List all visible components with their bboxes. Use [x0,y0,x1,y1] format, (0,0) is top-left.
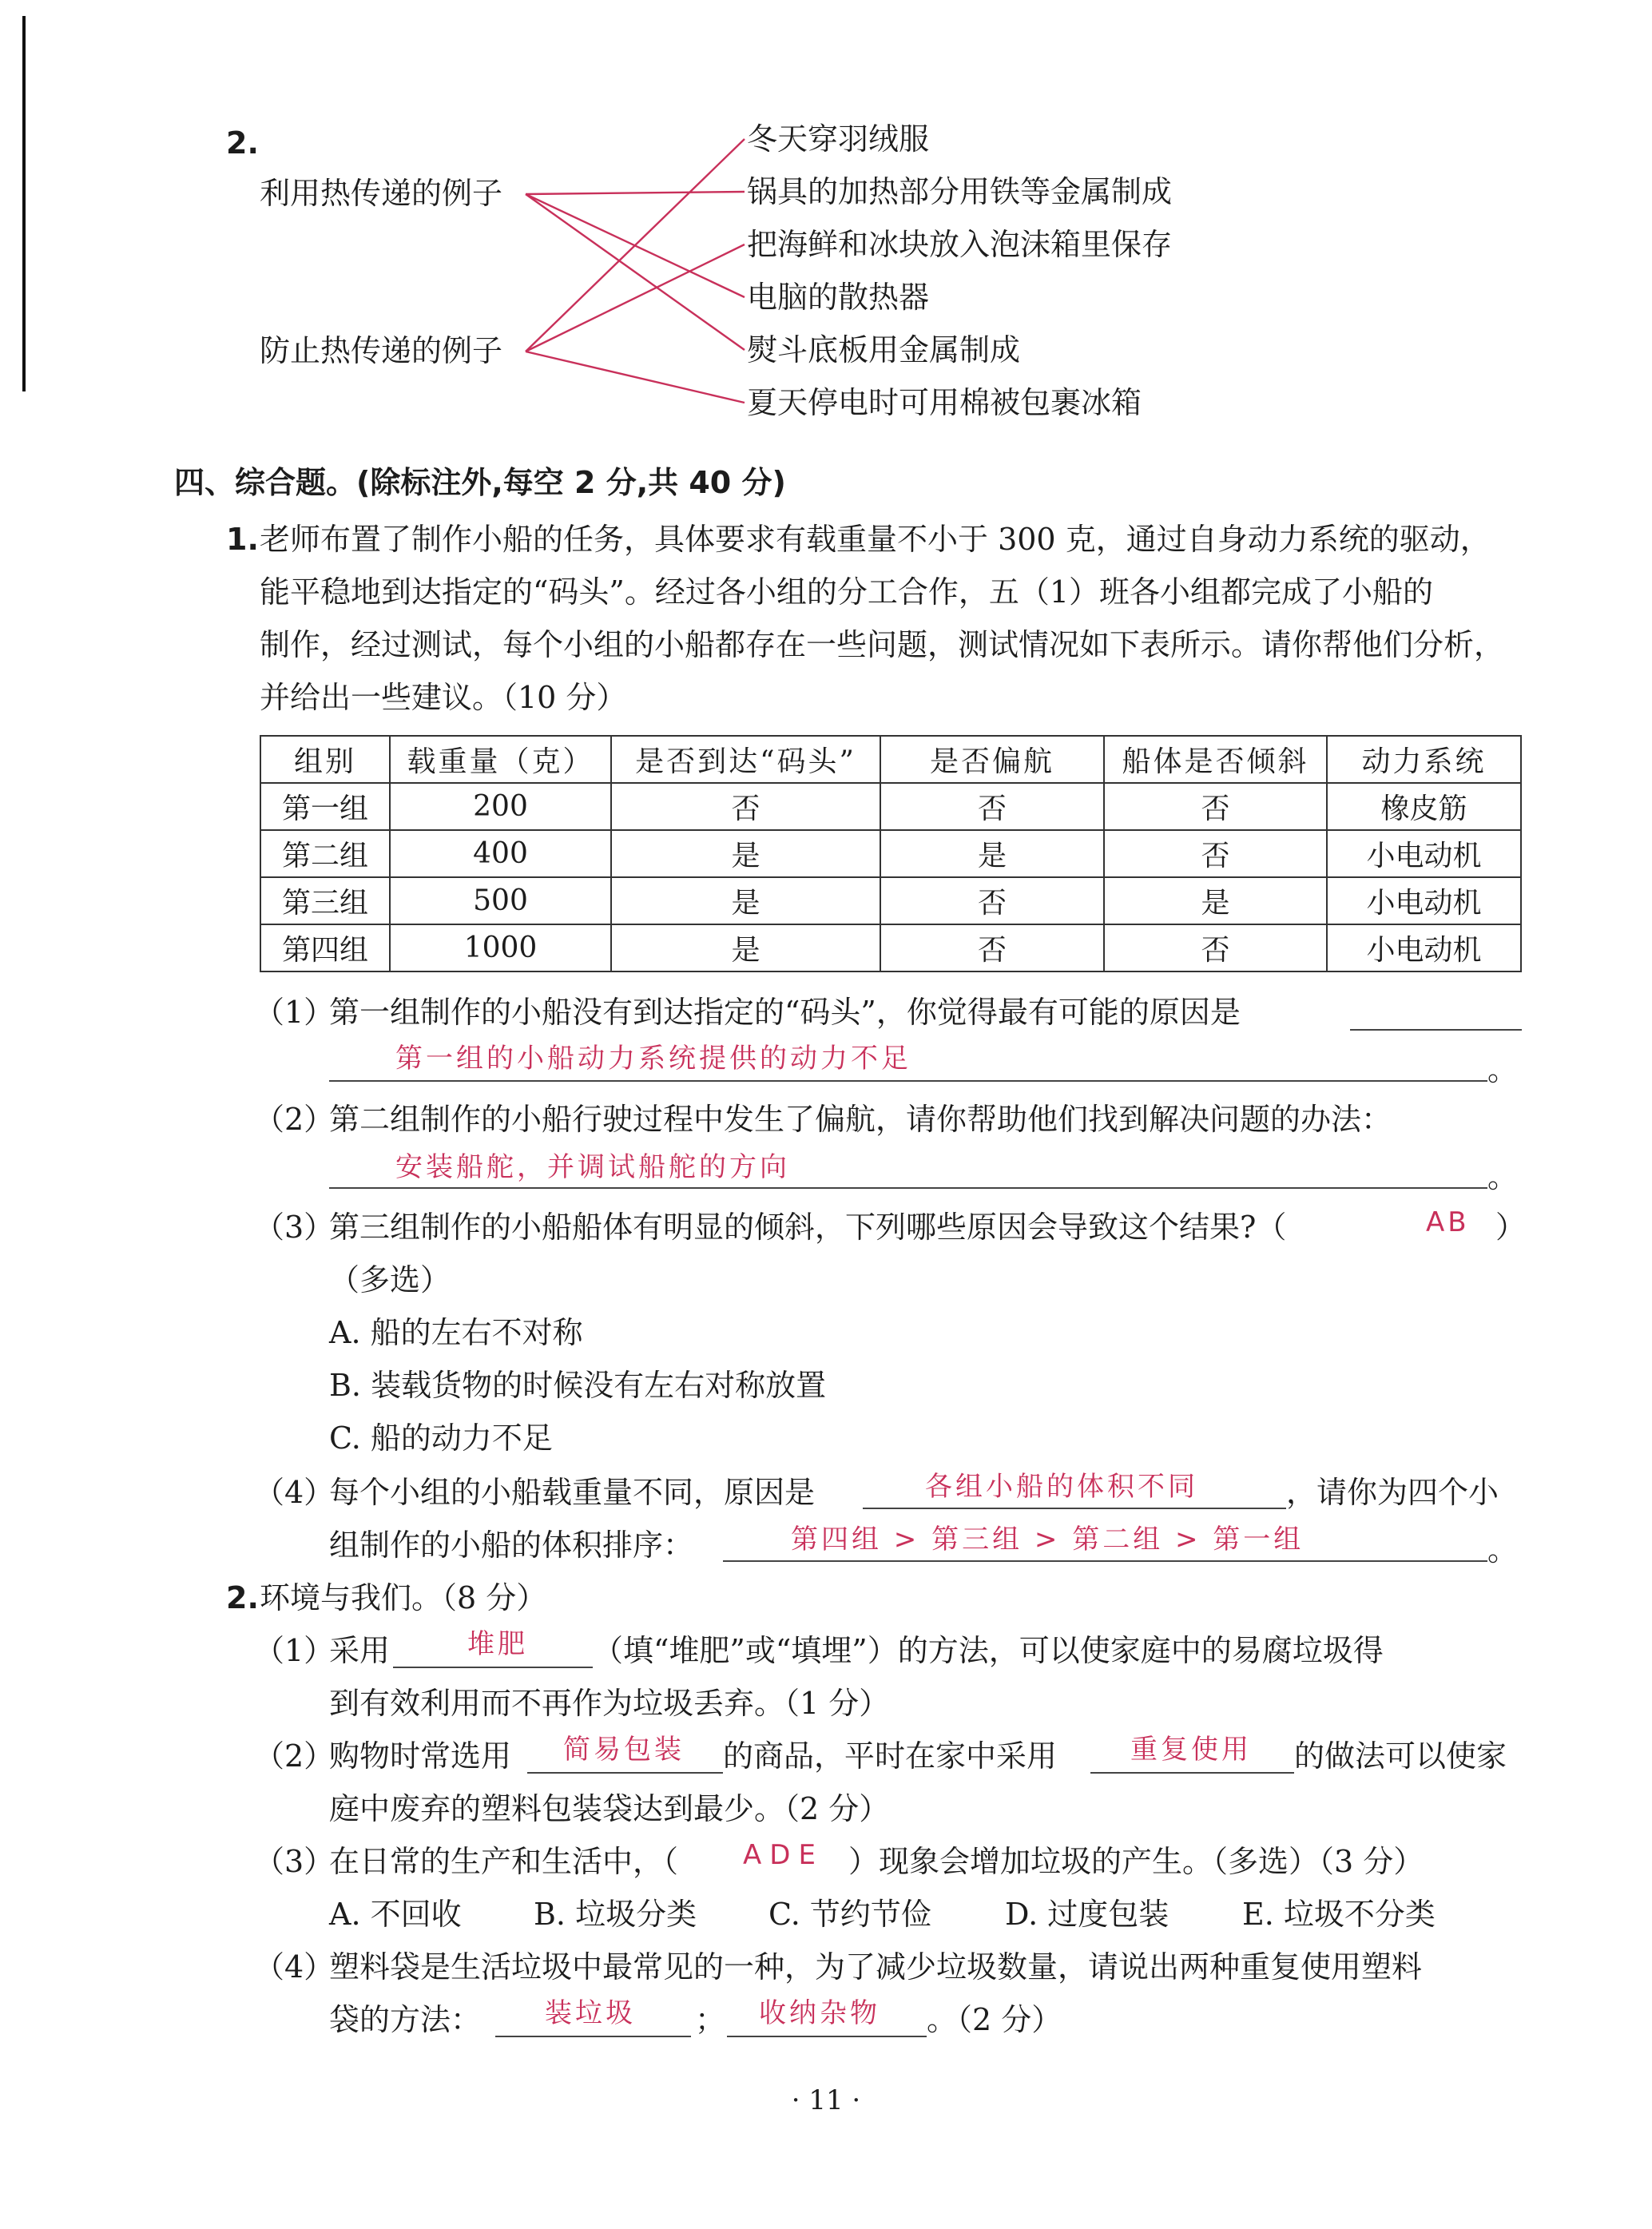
matching-left-use: 利用热传递的例子 [260,176,503,211]
q1-s2-answer: 安装船舵，并调试船舵的方向 [395,1151,790,1183]
page-number: · 11 · [791,2084,861,2116]
q2-s2-answer2: 重复使用 [1130,1734,1252,1766]
match-line [526,192,745,194]
table-cell: 是 [880,830,1104,877]
matching-right-item: 夏天停电时可用棉被包裹冰箱 [747,385,1142,420]
table-cell: 否 [1104,924,1327,971]
q2-s4-t2: 袋的方法： [329,2002,482,2037]
q1-s4-text2: ，请你为四个小 [1286,1475,1499,1510]
table-header: 载重量（克） [390,736,611,783]
table-cell: 否 [1104,830,1327,877]
q2-s4-sep: ； [695,2002,726,2037]
table-cell: 是 [611,924,880,971]
q2-s2-t1: 购物时常选用 [329,1738,512,1774]
match-line [526,244,745,352]
q1-s1-text: 第一组制作的小船没有到达指定的“码头”，你觉得最有可能的原因是 [329,995,1241,1030]
table-cell: 橡皮筋 [1327,783,1521,830]
q1-s1-number: （1） [254,995,335,1030]
q2-s4-number: （4） [254,1949,335,1985]
match-line [526,139,745,352]
match-line [526,352,745,403]
q1-s3-number: （3） [254,1210,335,1245]
q1-text-line: 能平稳地到达指定的“码头”。经过各小组的分工合作，五（1）班各小组都完成了小船的 [260,574,1434,610]
table-cell: 是 [611,830,880,877]
q1-text-line: 制作，经过测试，每个小组的小船都存在一些问题，测试情况如下表所示。请你帮他们分析， [260,627,1505,662]
q2-s4-blank2 [727,2036,927,2037]
q2-s3-option: D. 过度包装 [1005,1897,1170,1932]
q2-s3-option: A. 不回收 [329,1897,462,1932]
matching-number: 2. [226,125,259,161]
q2-s2-t2: 的商品，平时在家中采用 [723,1738,1058,1774]
q1-s1-blank-start [1350,1029,1522,1031]
q2-s3-option: B. 垃圾分类 [534,1897,697,1932]
table-cell: 否 [880,877,1104,924]
q2-s2-t4: 庭中废弃的塑料包装袋达到最少。（2 分） [329,1791,890,1826]
table-header: 是否到达“码头” [611,736,880,783]
table-row [260,783,1521,830]
table-header: 是否偏航 [880,736,1104,783]
q1-s4-text3: 组制作的小船的体积排序： [329,1528,694,1563]
q1-text-line: 并给出一些建议。（10 分） [260,680,627,715]
table-cell: 500 [390,877,611,924]
table-cell: 第一组 [260,783,390,830]
table-cell: 否 [611,783,880,830]
table-cell: 否 [880,924,1104,971]
q1-s3-option: A. 船的左右不对称 [329,1315,583,1350]
q2-s2-blank2 [1090,1772,1294,1774]
q1-s4-blank1 [863,1508,1286,1509]
matching-right-item: 把海鲜和冰块放入泡沫箱里保存 [747,227,1173,262]
q1-s3-option: C. 船的动力不足 [329,1420,553,1456]
q2-s1-t3: 到有效利用而不再作为垃圾丢弃。（1 分） [329,1686,890,1721]
q2-s3-t2: ）现象会增加垃圾的产生。（多选）（3 分） [848,1844,1424,1879]
q2-s2-answer1: 简易包装 [563,1734,685,1766]
matching-right-item: 锅具的加热部分用铁等金属制成 [747,174,1173,209]
table-cell: 200 [390,783,611,830]
q2-s1-answer: 堆肥 [467,1628,528,1660]
table-cell: 400 [390,830,611,877]
table-cell: 小电动机 [1327,877,1521,924]
q2-s3-option: E. 垃圾不分类 [1242,1897,1436,1932]
q1-s1-answer: 第一组的小船动力系统提供的动力不足 [395,1043,911,1075]
q1-number: 1. [226,522,259,557]
q2-s1-number: （1） [254,1633,335,1668]
q1-text-line: 老师布置了制作小船的任务，具体要求有载重量不小于 300 克，通过自身动力系统的驱动， [260,522,1491,557]
q2-s2-number: （2） [254,1738,335,1774]
q1-s1-blank [329,1080,1487,1082]
table-cell: 是 [611,877,880,924]
match-line [526,194,745,350]
q1-s1-end: 。 [1487,1052,1519,1087]
q1-s4-text1: 每个小组的小船载重量不同，原因是 [329,1475,816,1510]
q1-s4-answer2: 第四组 > 第三组 > 第二组 > 第一组 [791,1524,1305,1556]
table-row [260,924,1521,971]
section-title: 四、综合题。(除标注外,每空 2 分,共 40 分) [174,465,786,500]
table-row [260,877,1521,924]
q1-s2-end: 。 [1487,1159,1519,1194]
matching-right-item: 电脑的散热器 [747,280,930,315]
q1-s3-answer: AB [1426,1206,1470,1238]
table-cell: 小电动机 [1327,830,1521,877]
q2-title: 环境与我们。（8 分） [260,1580,547,1615]
table-cell: 第二组 [260,830,390,877]
q2-s4-answer2: 收纳杂物 [759,1997,880,2029]
q1-s4-number: （4） [254,1475,335,1510]
q2-s2-blank1 [527,1772,723,1774]
q1-s3-close: ） [1495,1210,1527,1245]
q1-s4-blank2 [723,1560,1487,1562]
q2-s3-option: C. 节约节俭 [768,1897,931,1932]
q2-s1-t1: 采用 [329,1633,391,1668]
table-cell: 1000 [390,924,611,971]
table-header: 组别 [260,736,390,783]
q2-s1-t2: （填“堆肥”或“填埋”）的方法，可以使家庭中的易腐垃圾得 [593,1633,1384,1668]
q2-s1-blank [393,1667,593,1668]
table-row [260,830,1521,877]
table-header-row [260,736,1521,783]
q2-s3-t1: 在日常的生产和生活中，（ [329,1844,679,1879]
table-cell: 否 [1104,783,1327,830]
table-cell: 第四组 [260,924,390,971]
table-cell: 小电动机 [1327,924,1521,971]
q1-s2-text: 第二组制作的小船行驶过程中发生了偏航，请你帮助他们找到解决问题的办法： [329,1102,1392,1137]
table-cell: 否 [880,783,1104,830]
q2-s4-t1: 塑料袋是生活垃圾中最常见的一种，为了减少垃圾数量，请说出两种重复使用塑料 [329,1949,1423,1985]
matching-left-prevent: 防止热传递的例子 [260,333,503,368]
q1-s4-end: 。 [1487,1532,1519,1567]
q2-s3-answer: ADE [743,1839,824,1871]
q2-number: 2. [226,1580,259,1615]
q2-s2-t3: 的做法可以使家 [1294,1738,1507,1774]
table-cell: 是 [1104,877,1327,924]
table-header: 动力系统 [1327,736,1521,783]
q1-s3-option: B. 装载货物的时候没有左右对称放置 [329,1368,827,1403]
matching-right-item: 熨斗底板用金属制成 [747,332,1021,368]
q2-s3-number: （3） [254,1844,335,1879]
q1-s3-multi: （多选） [329,1262,451,1297]
q2-s4-answer1: 装垃圾 [545,1997,636,2029]
q1-s2-number: （2） [254,1102,335,1137]
q1-s3-text: 第三组制作的小船船体有明显的倾斜，下列哪些原因会导致这个结果?（ [329,1210,1287,1245]
q1-s4-answer1: 各组小船的体积不同 [925,1471,1198,1503]
q2-s4-blank1 [495,2036,691,2037]
matching-right-item: 冬天穿羽绒服 [747,121,930,157]
q2-s4-t3: 。（2 分） [927,2002,1062,2037]
q1-s2-blank [329,1187,1487,1189]
table-cell: 第三组 [260,877,390,924]
test-results-table [260,735,1522,972]
table-header: 船体是否倾斜 [1104,736,1327,783]
